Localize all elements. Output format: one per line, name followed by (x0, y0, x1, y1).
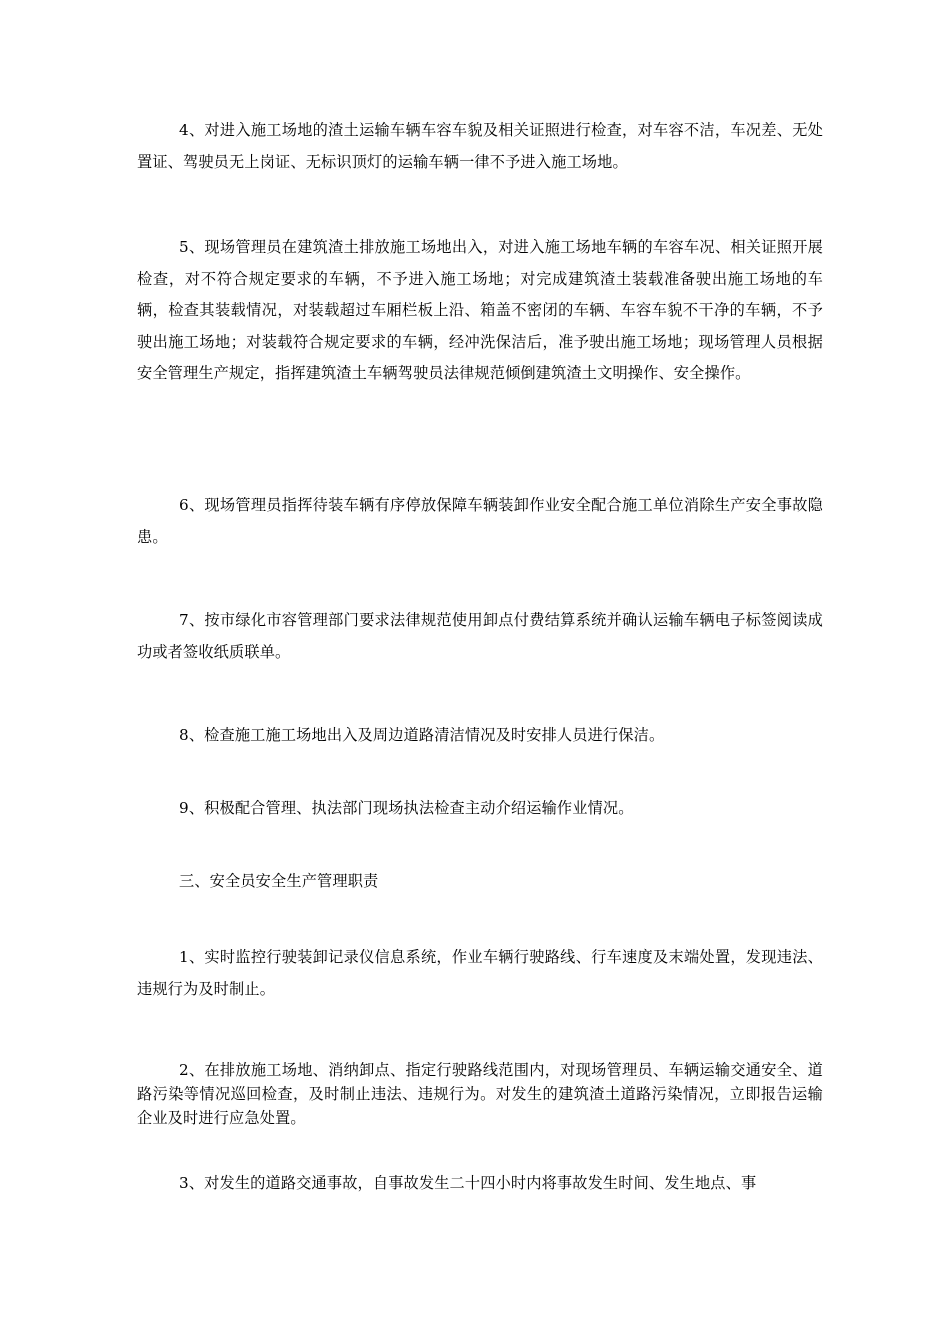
paragraph-item-8: 8、检查施工施工场地出入及周边道路清洁情况及时安排人员进行保洁。 (179, 726, 665, 744)
paragraph-item-4: 4、对进入施工场地的渣土运输车辆车容车貌及相关证照进行检查，对车容不洁，车况差、无处置证、驾驶员无上岗证、无标识顶灯的运输车辆一律不予进入施工场地。 (137, 121, 823, 171)
paragraph-item-9: 9、积极配合管理、执法部门现场执法检查主动介绍运输作业情况。 (179, 799, 634, 817)
paragraph-item-5: 5、现场管理员在建筑渣土排放施工场地出入，对进入施工场地车辆的车容车况、相关证照开展检查，对不符合规定要求的车辆，不予进入施工场地；对完成建筑渣土装载准备驶出施工场地的车辆，检查其装载情况，对装载超过车厢栏板上沿、箱盖不密闭的车辆、车容车貌不干净的车辆，不予驶出施工场地；对装载符合规定要求的车辆，经冲洗保洁后，准予驶出施工场地；现场管理人员根据安全管理生产规定，指挥建筑渣土车辆驾驶员法律规范倾倒建筑渣土文明操作、安全操作。 (137, 238, 823, 382)
section-paragraph-1: 1、实时监控行驶装卸记录仪信息系统，作业车辆行驶路线、行车速度及末端处置，发现违法、违规行为及时制止。 (137, 948, 823, 998)
paragraph-item-6: 6、现场管理员指挥待装车辆有序停放保障车辆装卸作业安全配合施工单位消除生产安全事故隐患。 (137, 496, 823, 546)
section-paragraph-2: 2、在排放施工场地、消纳卸点、指定行驶路线范围内，对现场管理员、车辆运输交通安全、道路污染等情况巡回检查，及时制止违法、违规行为。对发生的建筑渣土道路污染情况，立即报告运输企业及时进行应急处置。 (137, 1061, 823, 1127)
section-heading: 三、安全员安全生产管理职责 (179, 872, 379, 890)
section-paragraph-3: 3、对发生的道路交通事故，自事故发生二十四小时内将事故发生时间、发生地点、事 (179, 1174, 757, 1192)
paragraph-item-7: 7、按市绿化市容管理部门要求法律规范使用卸点付费结算系统并确认运输车辆电子标签阅读成功或者签收纸质联单。 (137, 611, 823, 661)
